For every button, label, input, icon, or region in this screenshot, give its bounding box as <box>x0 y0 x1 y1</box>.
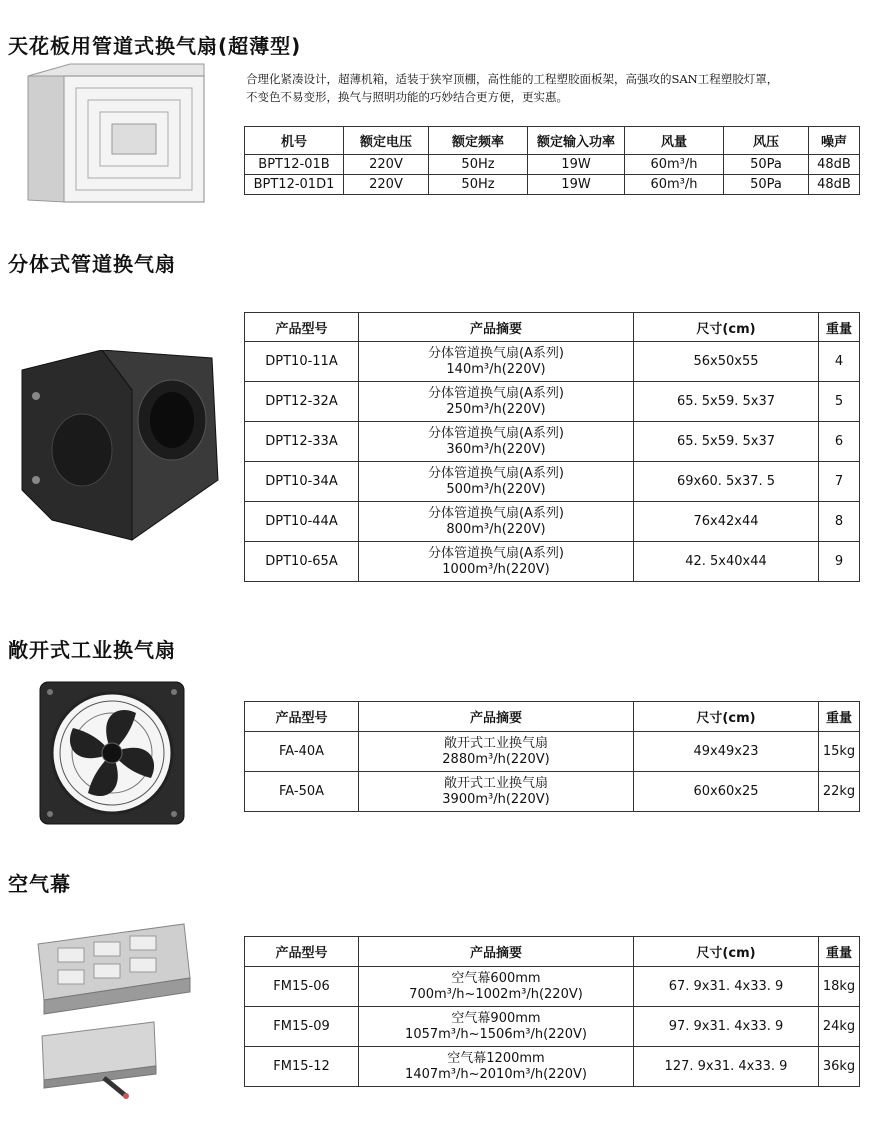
table-cell: 分体管道换气扇(A系列) 360m³/h(220V) <box>359 422 634 462</box>
header-cell: 尺寸(cm) <box>634 937 819 967</box>
table-cell: 49x49x23 <box>634 732 819 772</box>
table-cell: 分体管道换气扇(A系列) 1000m³/h(220V) <box>359 542 634 582</box>
table-row <box>245 1047 860 1087</box>
table-cell: 50Hz <box>429 175 528 195</box>
table-cell: 5 <box>819 382 860 422</box>
table-cell: 220V <box>344 155 429 175</box>
table-cell: 空气幕900mm 1057m³/h~1506m³/h(220V) <box>359 1007 634 1047</box>
table-cell: FA-50A <box>245 772 359 812</box>
table-row <box>245 175 860 195</box>
table-row <box>245 422 860 462</box>
table-cell: 69x60. 5x37. 5 <box>634 462 819 502</box>
header-cell: 重量 <box>819 702 860 732</box>
table-cell: 36kg <box>819 1047 860 1087</box>
table-cell: DPT10-11A <box>245 342 359 382</box>
table-cell: 50Hz <box>429 155 528 175</box>
split-duct-fan-image <box>12 350 224 550</box>
table-cell: 空气幕1200mm 1407m³/h~2010m³/h(220V) <box>359 1047 634 1087</box>
table-cell: FM15-06 <box>245 967 359 1007</box>
header-cell: 尺寸(cm) <box>634 313 819 342</box>
table-cell: DPT10-44A <box>245 502 359 542</box>
section-title-ceiling-fan: 天花板用管道式换气扇(超薄型) <box>8 34 302 58</box>
table-row <box>245 155 860 175</box>
table-cell: 分体管道换气扇(A系列) 140m³/h(220V) <box>359 342 634 382</box>
table-cell: 18kg <box>819 967 860 1007</box>
table-cell: 65. 5x59. 5x37 <box>634 382 819 422</box>
table-cell: 60x60x25 <box>634 772 819 812</box>
table-cell: FA-40A <box>245 732 359 772</box>
table-cell: 65. 5x59. 5x37 <box>634 422 819 462</box>
table-row <box>245 462 860 502</box>
table-cell: DPT12-32A <box>245 382 359 422</box>
table-cell: 50Pa <box>724 155 809 175</box>
table-cell: 22kg <box>819 772 860 812</box>
header-cell: 产品型号 <box>245 313 359 342</box>
table-cell: 19W <box>528 175 625 195</box>
table-cell: 24kg <box>819 1007 860 1047</box>
section-title-air-curtain: 空气幕 <box>8 872 71 896</box>
section-title-industrial-fan: 敞开式工业换气扇 <box>8 638 176 662</box>
spec-table-split-fan <box>244 312 860 582</box>
header-cell: 额定频率 <box>429 127 528 155</box>
table-cell: 67. 9x31. 4x33. 9 <box>634 967 819 1007</box>
header-cell: 产品摘要 <box>359 313 634 342</box>
table-cell: 9 <box>819 542 860 582</box>
header-cell: 重量 <box>819 937 860 967</box>
table-cell: 分体管道换气扇(A系列) 500m³/h(220V) <box>359 462 634 502</box>
table-cell: 8 <box>819 502 860 542</box>
table-row <box>245 542 860 582</box>
table-cell: 76x42x44 <box>634 502 819 542</box>
header-cell: 机号 <box>245 127 344 155</box>
table-cell: 6 <box>819 422 860 462</box>
table-row <box>245 772 860 812</box>
table-cell: FM15-12 <box>245 1047 359 1087</box>
ceiling-duct-fan-image <box>14 62 210 210</box>
industrial-exhaust-fan-image <box>36 678 188 828</box>
header-cell: 噪声 <box>809 127 860 155</box>
table-cell: 42. 5x40x44 <box>634 542 819 582</box>
table-cell: BPT12-01D1 <box>245 175 344 195</box>
table-cell: 分体管道换气扇(A系列) 800m³/h(220V) <box>359 502 634 542</box>
table-row <box>245 502 860 542</box>
table-row <box>245 967 860 1007</box>
table-cell: 4 <box>819 342 860 382</box>
table-cell: 空气幕600mm 700m³/h~1002m³/h(220V) <box>359 967 634 1007</box>
table-row <box>245 732 860 772</box>
header-cell: 风压 <box>724 127 809 155</box>
table-cell: 60m³/h <box>625 155 724 175</box>
spec-table-air-curtain <box>244 936 860 1087</box>
header-cell: 额定电压 <box>344 127 429 155</box>
header-cell: 产品型号 <box>245 937 359 967</box>
table-cell: 60m³/h <box>625 175 724 195</box>
table-cell: 19W <box>528 155 625 175</box>
table-cell: 分体管道换气扇(A系列) 250m³/h(220V) <box>359 382 634 422</box>
table-row <box>245 1007 860 1047</box>
table-cell: BPT12-01B <box>245 155 344 175</box>
table-cell: 127. 9x31. 4x33. 9 <box>634 1047 819 1087</box>
section-title-split-fan: 分体式管道换气扇 <box>8 252 176 276</box>
header-cell: 额定输入功率 <box>528 127 625 155</box>
air-curtain-image <box>34 918 194 1100</box>
table-cell: 220V <box>344 175 429 195</box>
table-cell: 15kg <box>819 732 860 772</box>
spec-table-industrial-fan <box>244 701 860 812</box>
spec-table-ceiling-fan <box>244 126 860 195</box>
header-cell: 风量 <box>625 127 724 155</box>
table-cell: 7 <box>819 462 860 502</box>
table-cell: 48dB <box>809 175 860 195</box>
table-row <box>245 382 860 422</box>
table-cell: 56x50x55 <box>634 342 819 382</box>
product-description: 合理化紧凑设计，超薄机箱，适装于狭窄顶棚，高性能的工程塑胶面板架，高强攻的SAN工程塑胶灯罩， 不变色不易变形，换气与照明功能的巧妙结合更方便，更实惠。 <box>246 72 779 104</box>
header-cell: 重量 <box>819 313 860 342</box>
table-cell: 50Pa <box>724 175 809 195</box>
table-cell: 48dB <box>809 155 860 175</box>
header-cell: 尺寸(cm) <box>634 702 819 732</box>
table-cell: 97. 9x31. 4x33. 9 <box>634 1007 819 1047</box>
table-cell: DPT10-65A <box>245 542 359 582</box>
table-cell: FM15-09 <box>245 1007 359 1047</box>
header-cell: 产品摘要 <box>359 702 634 732</box>
table-cell: DPT12-33A <box>245 422 359 462</box>
table-row <box>245 342 860 382</box>
table-cell: 敞开式工业换气扇 2880m³/h(220V) <box>359 732 634 772</box>
header-cell: 产品摘要 <box>359 937 634 967</box>
table-cell: DPT10-34A <box>245 462 359 502</box>
header-cell: 产品型号 <box>245 702 359 732</box>
table-cell: 敞开式工业换气扇 3900m³/h(220V) <box>359 772 634 812</box>
